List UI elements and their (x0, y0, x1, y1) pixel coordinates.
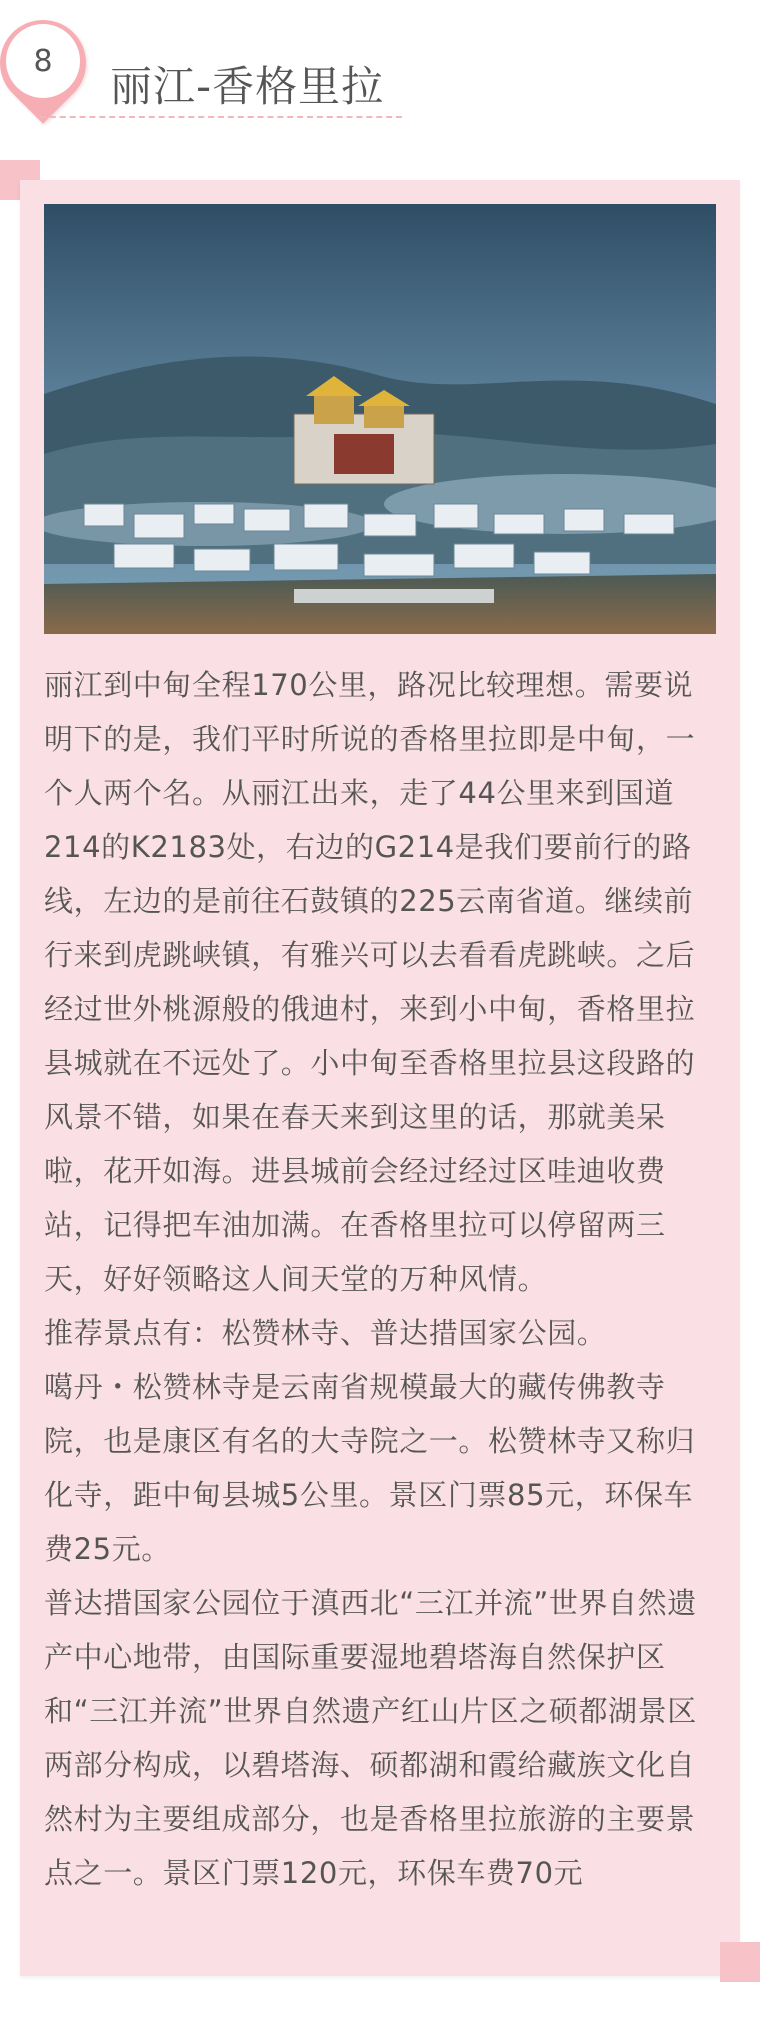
paragraph-pudacuo: 普达措国家公园位于滇西北“三江并流”世界自然遗产中心地带，由国际重要湿地碧塔海自然保护区和“三江并流”世界自然遗产红山片区之硕都湖景区两部分构成，以碧塔海、硕都湖和霞给藏族文化自然村为主要组成部分，也是香格里拉旅游的主要景点之一。景区门票120元，环保车费70元 (44, 1586, 697, 1890)
photo-songzanlin-monastery (44, 204, 716, 634)
paragraph-recommend: 推荐景点有：松赞林寺、普达措国家公园。 (44, 1316, 607, 1350)
title-divider (40, 116, 402, 118)
corner-decoration-bottom-right (720, 1942, 760, 1982)
landscape-photo-icon (44, 204, 716, 634)
section-number: 8 (6, 24, 80, 98)
paragraph-route: 丽江到中甸全程170公里，路况比较理想。需要说明下的是，我们平时所说的香格里拉即是中甸，一个人两个名。从丽江出来，走了44公里来到国道214的K2183处，右边的G214是我们要前行的路线，左边的是前往石鼓镇的225云南省道。继续前行来到虎跳峡镇，有雅兴可以去看看虎跳峡。之后经过世外桃源般的俄迪村，来到小中甸，香格里拉县城就在不远处了。小中甸至香格里拉县这段路的风景不错，如果在春天来到这里的话，那就美呆啦，花开如海。进县城前会经过经过区哇迪收费站，记得把车油加满。在香格里拉可以停留两三天，好好领略这人间天堂的万种风情。 (44, 668, 696, 1296)
paragraph-songzanlin: 噶丹・松赞林寺是云南省规模最大的藏传佛教寺院，也是康区有名的大寺院之一。松赞林寺又称归化寺，距中甸县城5公里。景区门票85元，环保车费25元。 (44, 1370, 696, 1566)
article-text (44, 658, 716, 1900)
section-title: 丽江-香格里拉 (110, 62, 385, 111)
content-card (20, 180, 740, 1976)
